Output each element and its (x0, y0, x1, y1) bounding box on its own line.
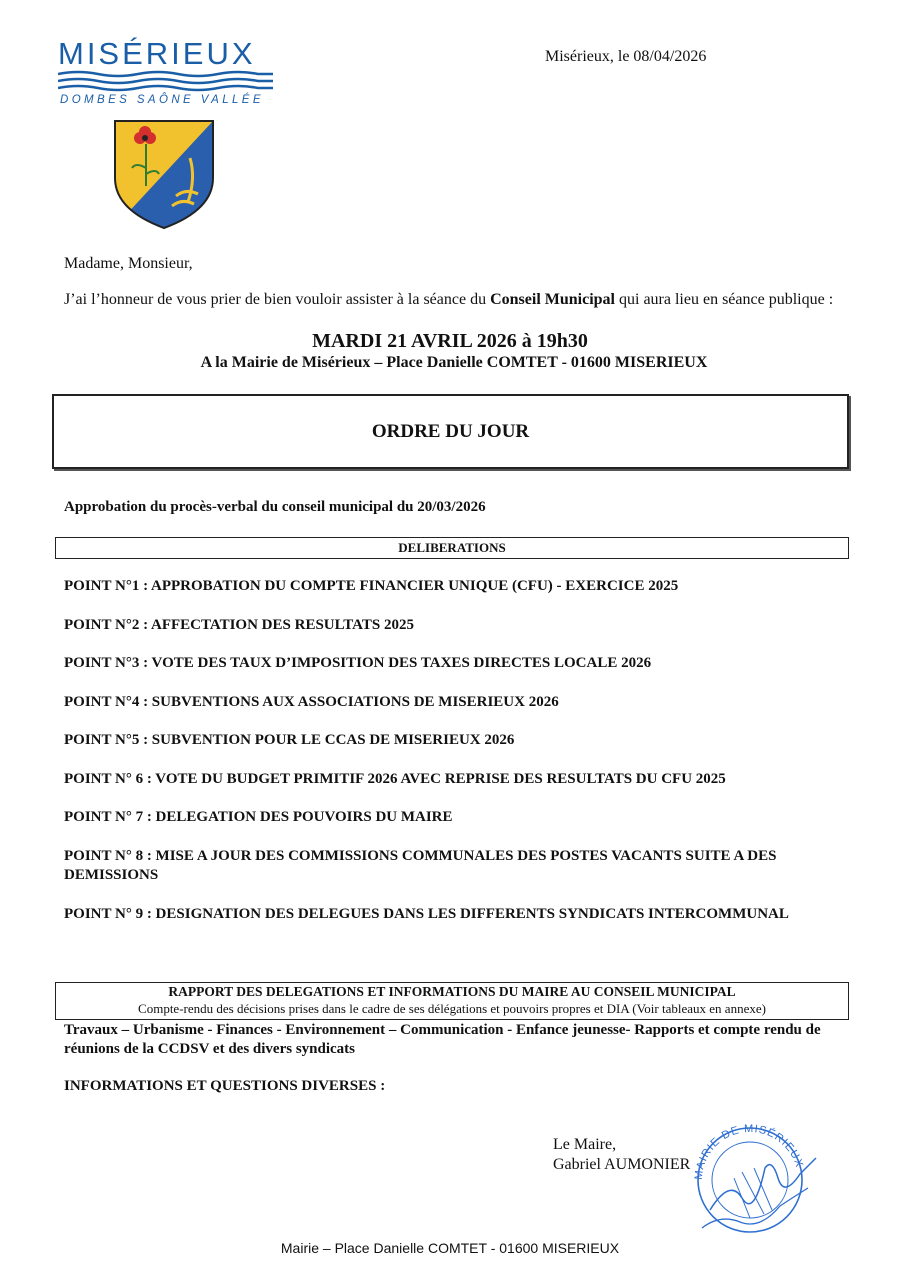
intro-text-end: qui aura lieu en séance publique : (615, 291, 834, 308)
agenda-point: POINT N°5 : SUBVENTION POUR LE CCAS DE MISERIEUX 2026 (64, 732, 515, 748)
agenda-point: POINT N° 7 : DELEGATION DES POUVOIRS DU MAIRE (64, 809, 453, 825)
signature-role: Le Maire, (553, 1136, 617, 1153)
agenda-points-list (64, 577, 844, 963)
intro-council-name: Conseil Municipal (490, 291, 615, 308)
deliberations-title: DELIBERATIONS (398, 540, 506, 555)
minutes-approval: Approbation du procès-verbal du conseil municipal du 20/03/2026 (64, 499, 486, 515)
agenda-title: ORDRE DU JOUR (371, 420, 530, 442)
signature-name: Gabriel AUMONIER (553, 1156, 691, 1173)
svg-text:MAIRIE DE MISÉRIEUX (693, 1123, 806, 1180)
coat-of-arms-icon (112, 118, 216, 230)
agenda-point: POINT N° 8 : MISE A JOUR DES COMMISSIONS COMMUNALES DES POSTES VACANTS SUITE A DES DEMISSIONS (64, 847, 777, 883)
stamp-text: MAIRIE DE MISÉRIEUX (692, 1122, 806, 1181)
deliberations-header-box (55, 537, 849, 559)
town-logo-title: MISÉRIEUX (58, 36, 256, 71)
agenda-point: POINT N°2 : AFFECTATION DES RESULTATS 2025 (64, 616, 414, 633)
agenda-point: POINT N°4 : SUBVENTIONS AUX ASSOCIATIONS DE MISERIEUX 2026 (64, 693, 559, 710)
agenda-point: POINT N°1 : APPROBATION DU COMPTE FINANCIER UNIQUE (CFU) - EXERCICE 2025 (64, 578, 679, 594)
meeting-date: MARDI 21 AVRIL 2026 à 19h30 (312, 330, 588, 352)
report-subtitle: Compte-rendu des décisions prises dans le cadre de ses délégations et pouvoirs propres et DIA (Voir tableaux en annexe) (138, 1001, 766, 1016)
report-title: RAPPORT DES DELEGATIONS ET INFORMATIONS DU MAIRE AU CONSEIL MUNICIPAL (168, 984, 736, 999)
intro-paragraph (64, 290, 848, 309)
info-questions: INFORMATIONS ET QUESTIONS DIVERSES : (64, 1078, 386, 1094)
meeting-place: A la Mairie de Misérieux – Place Danielle COMTET - 01600 MISERIEUX (200, 354, 708, 371)
town-hall-stamp-icon (680, 1118, 820, 1238)
report-topics: Travaux – Urbanisme - Finances - Environnement – Communication - Enfance jeunesse- Rapports et compte rendu de réunions de la CCDSV et des divers syndicats (64, 1022, 821, 1057)
agenda-point: POINT N° 6 : VOTE DU BUDGET PRIMITIF 2026 AVEC REPRISE DES RESULTATS DU CFU 2025 (64, 770, 726, 787)
logo-waves-icon (58, 70, 273, 92)
agenda-point: POINT N° 9 : DESIGNATION DES DELEGUES DANS LES DIFFERENTS SYNDICATS INTERCOMMUNAL (64, 905, 789, 922)
agenda-title-box (52, 394, 849, 469)
letter-date: Misérieux, le 08/04/2026 (545, 48, 707, 65)
agenda-point: POINT N°3 : VOTE DES TAUX D’IMPOSITION DES TAXES DIRECTES LOCALE 2026 (64, 655, 652, 671)
town-logo-subtitle: DOMBES SAÔNE VALLÉE (60, 94, 264, 106)
intro-text-start: J’ai l’honneur de vous prier de bien vouloir assister à la séance du (64, 291, 491, 308)
greeting: Madame, Monsieur, (64, 255, 193, 272)
mayor-report-box (55, 982, 849, 1020)
footer-address: Mairie – Place Danielle COMTET - 01600 MISERIEUX (280, 1240, 620, 1256)
